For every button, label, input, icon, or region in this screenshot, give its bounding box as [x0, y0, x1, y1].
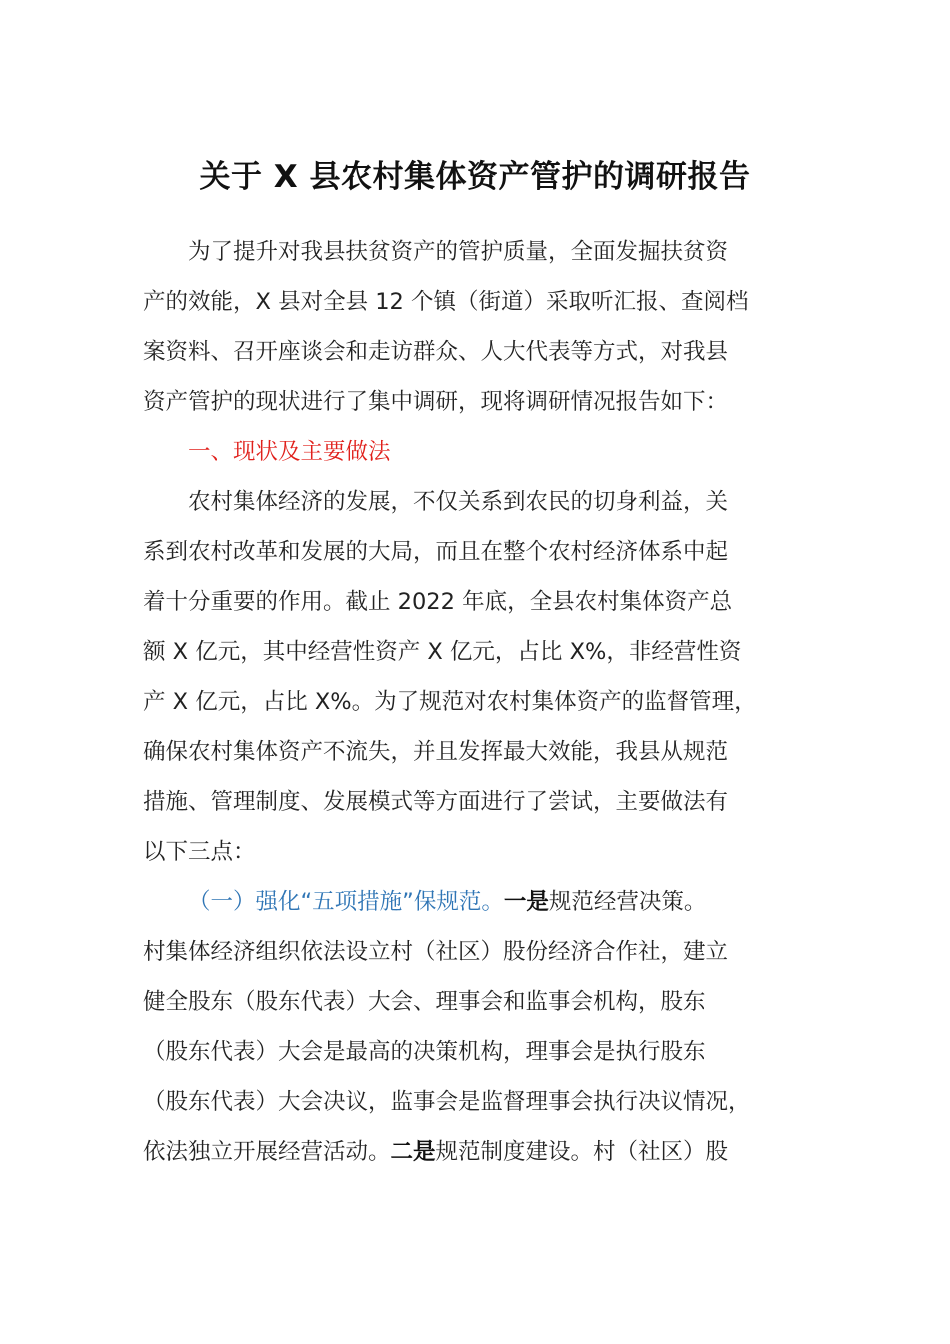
subsection-heading: （一）强化“五项措施”保规范。 [188, 889, 504, 915]
text-line [143, 1127, 808, 1177]
text-run: 规范经营决策。 [548, 889, 707, 915]
text-line: 案资料、召开座谈会和走访群众、人大代表等方式，对我县 [143, 339, 729, 365]
text-line [143, 877, 808, 927]
text-line: 着十分重要的作用。截止 2022 年底，全县农村集体资产总 [143, 589, 733, 615]
text-line: 产 X 亿元，占比 X%。为了规范对农村集体资产的监督管理， [143, 689, 757, 715]
text-line: （股东代表）大会决议，监事会是监督理事会执行决议情况， [143, 1089, 751, 1115]
text-line: 农村集体经济的发展，不仅关系到农民的切身利益，关 [188, 489, 729, 515]
text-line: （股东代表）大会是最高的决策机构，理事会是执行股东 [143, 1039, 706, 1065]
text-line: 以下三点： [143, 839, 256, 865]
text-line: 健全股东（股东代表）大会、理事会和监事会机构，股东 [143, 989, 706, 1015]
intro-paragraph [143, 227, 808, 427]
text-line: 产的效能，X 县对全县 12 个镇（街道）采取听汇报、查阅档 [143, 289, 749, 315]
text-run: 规范制度建设。村（社区）股 [435, 1139, 729, 1165]
bold-lead: 二是 [390, 1139, 436, 1165]
body-paragraph [143, 477, 808, 877]
text-line: 额 X 亿元，其中经营性资产 X 亿元，占比 X%，非经营性资 [143, 639, 742, 665]
subsection-paragraph [143, 877, 808, 1177]
section-heading-text: 一、现状及主要做法 [188, 439, 391, 465]
text-run: 依法独立开展经营活动。 [143, 1139, 391, 1165]
document-body [143, 227, 808, 1177]
section-heading [143, 427, 808, 477]
text-line: 系到农村改革和发展的大局，而且在整个农村经济体系中起 [143, 539, 729, 565]
text-line: 资产管护的现状进行了集中调研，现将调研情况报告如下： [143, 389, 729, 415]
text-line: 村集体经济组织依法设立村（社区）股份经济合作社，建立 [143, 939, 729, 965]
text-line: 为了提升对我县扶贫资产的管护质量，全面发掘扶贫资 [188, 239, 729, 265]
text-line: 措施、管理制度、发展模式等方面进行了尝试，主要做法有 [143, 789, 729, 815]
document-title: 关于 X 县农村集体资产管护的调研报告 [199, 159, 751, 195]
bold-lead: 一是 [503, 889, 549, 915]
text-line: 确保农村集体资产不流失，并且发挥最大效能，我县从规范 [143, 739, 729, 765]
